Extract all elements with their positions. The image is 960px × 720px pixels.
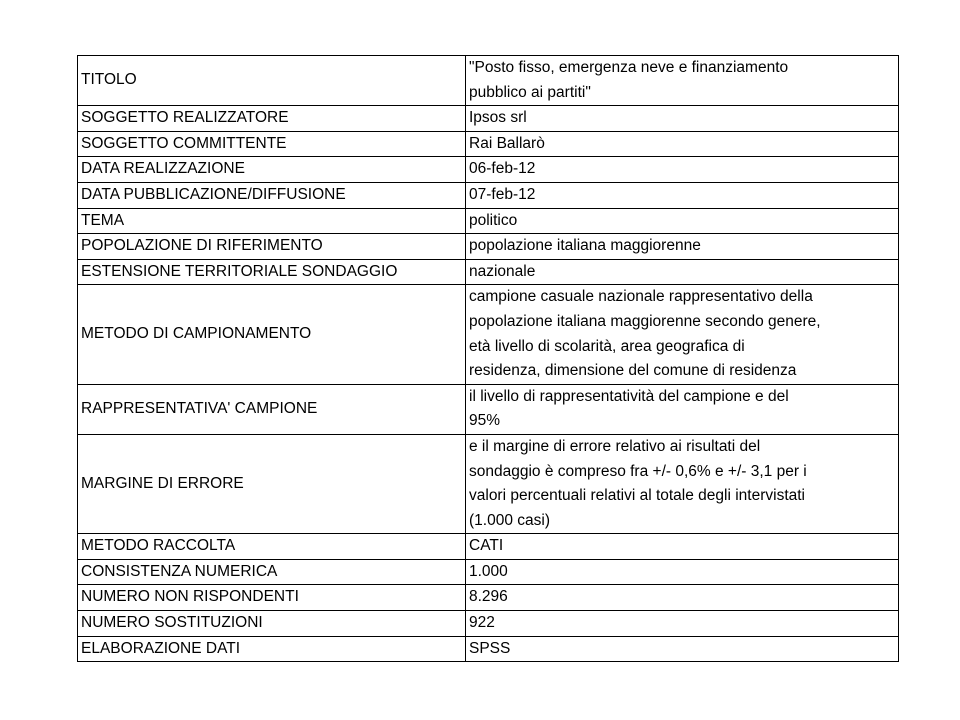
field-label: NUMERO NON RISPONDENTI bbox=[78, 585, 466, 611]
survey-info-table-body bbox=[78, 56, 899, 662]
field-value-line: 922 bbox=[469, 614, 495, 632]
field-value-line: popolazione italiana maggiorenne bbox=[469, 237, 701, 255]
field-value bbox=[466, 559, 899, 585]
field-value-line: SPSS bbox=[469, 639, 511, 657]
field-value-line: valori percentuali relativi al totale degli intervistati bbox=[469, 487, 805, 505]
table-row bbox=[78, 259, 899, 285]
table-row bbox=[78, 234, 899, 260]
field-value-line: 1.000 bbox=[469, 562, 508, 580]
field-value bbox=[466, 131, 899, 157]
table-row bbox=[78, 611, 899, 637]
field-value-line: 8.296 bbox=[469, 588, 508, 606]
field-label: SOGGETTO REALIZZATORE bbox=[78, 106, 466, 132]
field-value-line: il livello di rappresentatività del campione e del bbox=[469, 387, 789, 405]
field-value-line: 95% bbox=[469, 412, 501, 430]
field-label: CONSISTENZA NUMERICA bbox=[78, 559, 466, 585]
table-row bbox=[78, 285, 899, 384]
field-label: SOGGETTO COMMITTENTE bbox=[78, 131, 466, 157]
field-value-line: Ipsos srl bbox=[469, 109, 527, 127]
field-value-line: popolazione italiana maggiorenne secondo genere, bbox=[469, 312, 821, 330]
field-value bbox=[466, 106, 899, 132]
field-label: DATA REALIZZAZIONE bbox=[78, 157, 466, 183]
field-value-line: campione casuale nazionale rappresentativo della bbox=[469, 288, 813, 306]
field-label: ESTENSIONE TERRITORIALE SONDAGGIO bbox=[78, 259, 466, 285]
field-label: POPOLAZIONE DI RIFERIMENTO bbox=[78, 234, 466, 260]
field-value bbox=[466, 259, 899, 285]
table-row bbox=[78, 182, 899, 208]
field-value bbox=[466, 611, 899, 637]
field-value-line: età livello di scolarità, area geografica di bbox=[469, 337, 745, 355]
field-value bbox=[466, 534, 899, 560]
table-row bbox=[78, 636, 899, 662]
table-row bbox=[78, 157, 899, 183]
field-label: NUMERO SOSTITUZIONI bbox=[78, 611, 466, 637]
survey-info-table bbox=[77, 55, 899, 662]
field-label: METODO RACCOLTA bbox=[78, 534, 466, 560]
table-row bbox=[78, 434, 899, 533]
field-value bbox=[466, 285, 899, 384]
field-value-line: sondaggio è compreso fra +/- 0,6% e +/- 3,1 per i bbox=[469, 462, 807, 480]
field-value bbox=[466, 585, 899, 611]
field-value-line: Rai Ballarò bbox=[469, 134, 545, 152]
table-row bbox=[78, 534, 899, 560]
table-row bbox=[78, 208, 899, 234]
field-label: TEMA bbox=[78, 208, 466, 234]
field-value bbox=[466, 182, 899, 208]
field-value-line: "Posto fisso, emergenza neve e finanziamento bbox=[469, 59, 789, 76]
field-value-line: politico bbox=[469, 211, 518, 229]
field-value bbox=[466, 384, 899, 434]
table-row bbox=[78, 56, 899, 106]
field-value-line: CATI bbox=[469, 537, 504, 555]
table-row bbox=[78, 131, 899, 157]
field-value bbox=[466, 157, 899, 183]
table-row bbox=[78, 585, 899, 611]
field-label: DATA PUBBLICAZIONE/DIFFUSIONE bbox=[78, 182, 466, 208]
field-value bbox=[466, 56, 899, 106]
field-value-line: pubblico ai partiti" bbox=[469, 83, 591, 101]
field-value-line: 06-feb-12 bbox=[469, 160, 536, 178]
table-row bbox=[78, 106, 899, 132]
field-value bbox=[466, 208, 899, 234]
field-value bbox=[466, 636, 899, 662]
field-value-line: e il margine di errore relativo ai risultati del bbox=[469, 437, 761, 455]
field-label: RAPPRESENTATIVA' CAMPIONE bbox=[78, 384, 466, 434]
field-label: MARGINE DI ERRORE bbox=[78, 434, 466, 533]
field-value-line: residenza, dimensione del comune di residenza bbox=[469, 362, 797, 380]
field-label: ELABORAZIONE DATI bbox=[78, 636, 466, 662]
field-value-line: 07-feb-12 bbox=[469, 185, 536, 203]
field-value bbox=[466, 434, 899, 533]
field-label: TITOLO bbox=[78, 56, 466, 106]
field-value bbox=[466, 234, 899, 260]
field-label: METODO DI CAMPIONAMENTO bbox=[78, 285, 466, 384]
field-value-line: (1.000 casi) bbox=[469, 511, 550, 529]
table-row bbox=[78, 559, 899, 585]
table-row bbox=[78, 384, 899, 434]
field-value-line: nazionale bbox=[469, 262, 536, 280]
